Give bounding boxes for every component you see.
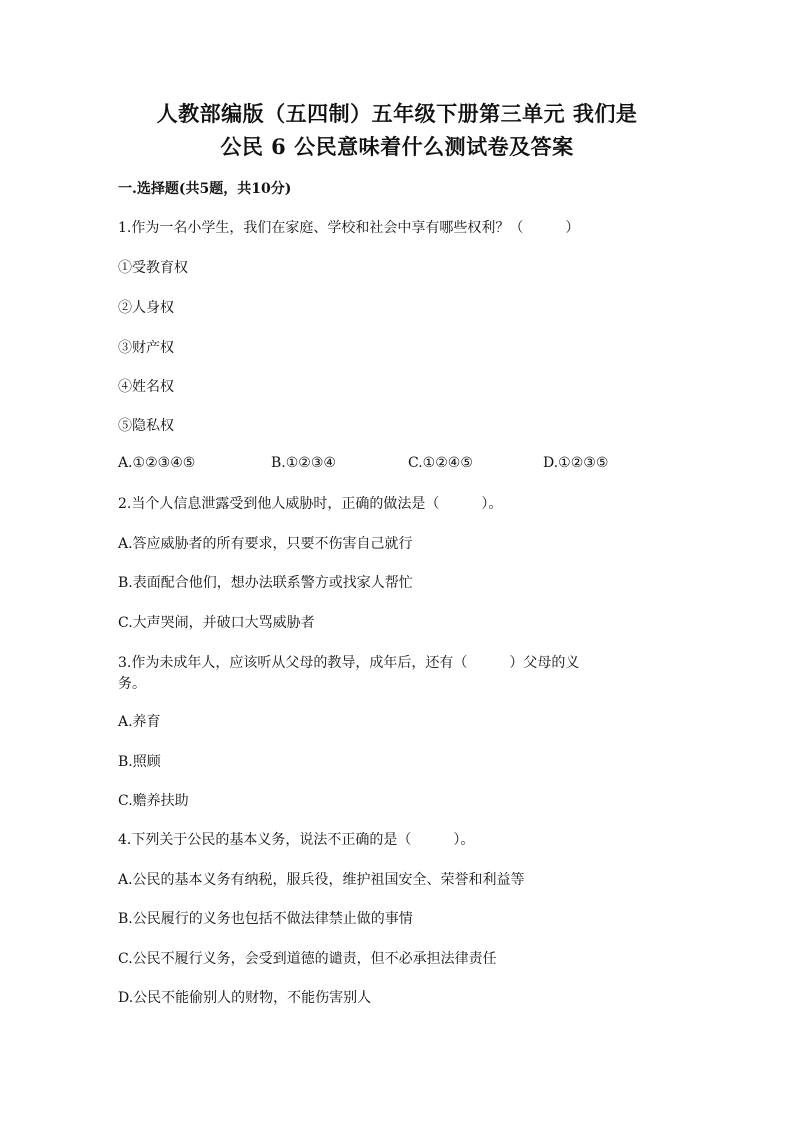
question-1-item: ④姓名权 [118,379,174,395]
question-2-stem: 2.当个人信息泄露受到他人威胁时，正确的做法是（ ）。 [118,496,503,512]
question-3-option-a: A.养育 [118,714,161,730]
question-3-option-c: C.赡养扶助 [118,793,189,809]
question-3-stem-line-2: 务。 [118,676,146,692]
document-title-line-1: 人教部编版（五四制）五年级下册第三单元 我们是 [156,101,638,126]
question-1-option-a: A.①②③④⑤ [118,455,196,471]
question-1-option-b: B.①②③④ [271,455,336,471]
section-heading: 一.选择题(共5题，共10分) [118,181,292,197]
question-2-option-c: C.大声哭闹，并破口大骂威胁者 [118,615,315,631]
question-2-option-b: B.表面配合他们，想办法联系警方或找家人帮忙 [118,575,413,591]
question-3-option-b: B.照顾 [118,754,161,770]
question-2-option-a: A.答应威胁者的所有要求，只要不伤害自己就行 [118,536,413,552]
question-1-option-d: D.①②③⑤ [543,455,609,471]
question-4-option-b: B.公民履行的义务也包括不做法律禁止做的事情 [118,911,413,927]
document-title-line-2: 公民 6 公民意味着什么测试卷及答案 [220,134,574,159]
question-1-stem: 1.作为一名小学生，我们在家庭、学校和社会中享有哪些权利？（ ） [118,220,580,236]
question-3-stem-line-1: 3.作为未成年人，应该听从父母的教导，成年后，还有（ ）父母的义 [118,655,580,671]
question-1-item: ⑤隐私权 [118,418,174,434]
question-1-option-c: C.①②④⑤ [408,455,473,471]
question-4-stem: 4.下列关于公民的基本义务，说法不正确的是（ ）。 [118,832,475,848]
question-1-item: ③财产权 [118,340,174,356]
question-4-option-d: D.公民不能偷别人的财物，不能伤害别人 [118,990,372,1006]
question-1-item: ②人身权 [118,300,174,316]
question-4-option-a: A.公民的基本义务有纳税，服兵役，维护祖国安全、荣誉和利益等 [118,872,525,888]
question-1-item: ①受教育权 [118,260,188,276]
question-1-options [118,455,678,475]
question-4-option-c: C.公民不履行义务，会受到道德的谴责，但不必承担法律责任 [118,951,497,967]
